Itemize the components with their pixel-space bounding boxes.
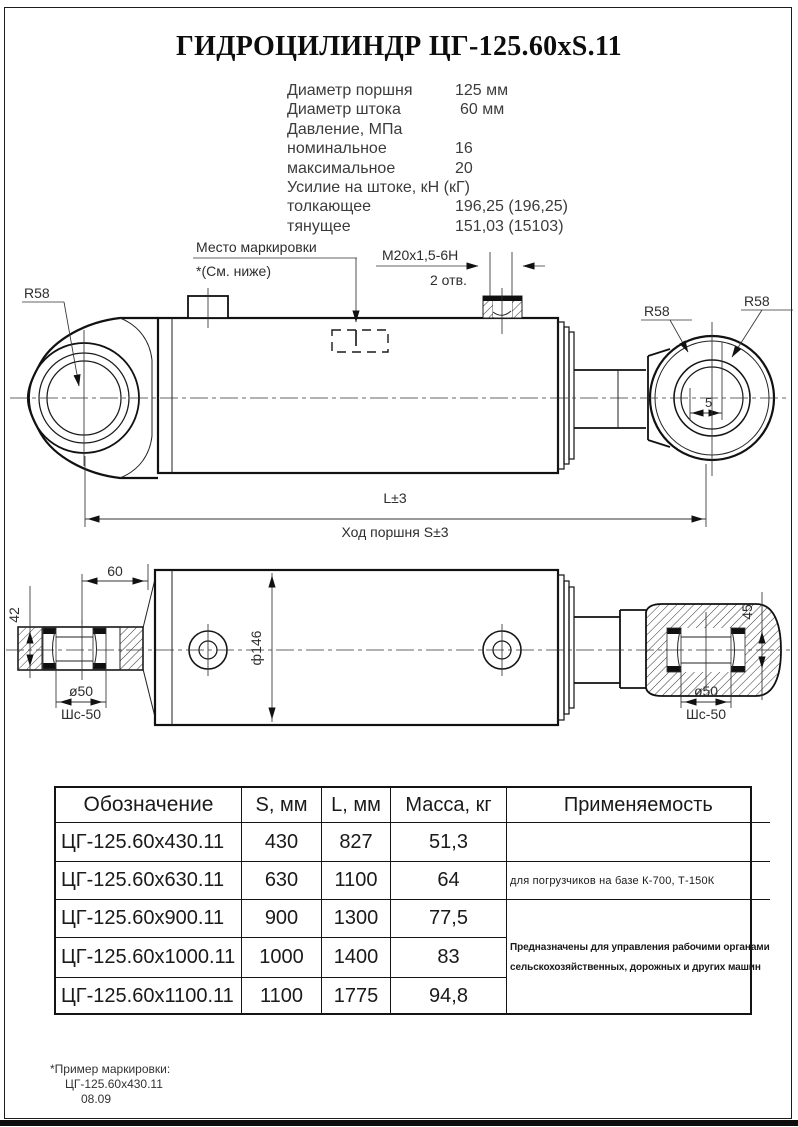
applicability-line2: сельскохозяйственных, дорожных и других машин	[510, 961, 761, 973]
table-cell-mass: 64	[391, 862, 507, 900]
cylinder-drawing-svg	[0, 232, 798, 752]
dia146-label: ф146	[248, 630, 264, 666]
left-eye-section	[18, 575, 156, 721]
r58-right1-label: R58	[644, 303, 670, 319]
dim-60	[82, 563, 148, 624]
col-header-s: S, мм	[242, 788, 322, 823]
col-header-applicability: Применяемость	[507, 788, 770, 823]
holes-count-label: 2 отв.	[430, 272, 467, 288]
spec-row: Диаметр поршня 125 мм	[287, 82, 509, 99]
table-cell-s: 630	[242, 862, 322, 900]
table-cell-applicability-empty	[507, 823, 770, 862]
dia50-left-label: ø50	[68, 683, 94, 699]
table-cell-l: 1300	[322, 900, 391, 938]
shs50-left-label: Шс-50	[60, 706, 102, 722]
table-cell-designation: ЦГ-125.60х900.11	[56, 900, 242, 938]
rod-section	[574, 610, 646, 688]
table-cell-s: 900	[242, 900, 322, 938]
table-cell-mass: 51,3	[391, 823, 507, 862]
dia50-right-label: ø50	[693, 683, 719, 699]
col-header-mass: Масса, кг	[391, 788, 507, 823]
gland-rings-section	[558, 575, 574, 720]
dim-45-label: 45	[739, 604, 755, 620]
table-cell-applicability-merged	[507, 900, 770, 1015]
table-cell-designation: ЦГ-125.60х1100.11	[56, 978, 242, 1015]
dim-stroke-label: Ход поршня S±3	[341, 524, 449, 540]
dim-thread	[376, 247, 545, 296]
table-cell-designation: ЦГ-125.60х630.11	[56, 862, 242, 900]
table-cell-l: 1400	[322, 938, 391, 978]
dim-dia50-left	[56, 671, 106, 722]
dim-L-label: L±3	[383, 490, 407, 506]
dim-5	[690, 342, 722, 420]
footnote-line2: ЦГ-125.60х430.11	[65, 1077, 163, 1091]
marking-title-label: Место маркировки	[196, 239, 317, 255]
table-cell-l: 1775	[322, 978, 391, 1015]
port-boss-right	[483, 296, 522, 318]
shs50-right-label: Шс-50	[685, 706, 727, 722]
spec-row: тянущее 151,03 (15103)	[287, 217, 564, 235]
bottom-thick-rule	[0, 1120, 798, 1126]
table-cell-s: 1100	[242, 978, 322, 1015]
size-table	[54, 786, 770, 1015]
spec-row: толкающее 196,25 (196,25)	[287, 198, 568, 216]
spec-row: Диаметр штока 60 мм	[287, 101, 505, 119]
r58-right2-label: R58	[744, 293, 770, 309]
spec-row: Усилие на штоке, кН (кГ)	[287, 179, 470, 197]
spec-row: максимальное 20	[287, 159, 473, 177]
footnote-line3: 08.09	[81, 1092, 112, 1106]
footnote-line1: *Пример маркировки:	[50, 1062, 171, 1076]
spec-row: номинальное 16	[287, 140, 473, 158]
assembly-view	[10, 239, 793, 540]
table-cell-l: 1100	[322, 862, 391, 900]
spec-list	[287, 81, 568, 236]
marking-example-note	[50, 1062, 170, 1107]
applicability-line1: Предназначены для управления рабочими органами	[510, 941, 770, 953]
dim-42-label: 42	[6, 607, 22, 623]
marking-note-label: *(См. ниже)	[196, 263, 271, 279]
cylinder-barrel	[158, 318, 558, 473]
table-cell-designation: ЦГ-125.60х1000.11	[56, 938, 242, 978]
barrel-section	[155, 570, 558, 725]
technical-drawings	[0, 232, 798, 752]
table-cell-mass: 77,5	[391, 900, 507, 938]
col-header-l: L, мм	[322, 788, 391, 823]
table-cell-s: 430	[242, 823, 322, 862]
table-cell-mass: 94,8	[391, 978, 507, 1015]
table-cell-designation: ЦГ-125.60х430.11	[56, 823, 242, 862]
table-cell-mass: 83	[391, 938, 507, 978]
dim-5-label: 5	[705, 395, 713, 410]
table-cell-s: 1000	[242, 938, 322, 978]
dim-60-label: 60	[107, 563, 123, 579]
spec-row: Давление, МПа	[287, 120, 403, 138]
gland-rings	[558, 322, 574, 469]
thread-label: M20x1,5-6H	[382, 247, 459, 263]
table-cell-l: 827	[322, 823, 391, 862]
section-view	[6, 563, 790, 725]
piston-rod	[574, 370, 646, 428]
col-header-designation: Обозначение	[56, 788, 242, 823]
page-title: ГИДРОЦИЛИНДР ЦГ-125.60хS.11	[176, 31, 622, 62]
table-cell-applicability-loaders: для погрузчиков на базе К-700, Т-150К	[507, 862, 770, 900]
r58-left-label: R58	[24, 285, 50, 301]
